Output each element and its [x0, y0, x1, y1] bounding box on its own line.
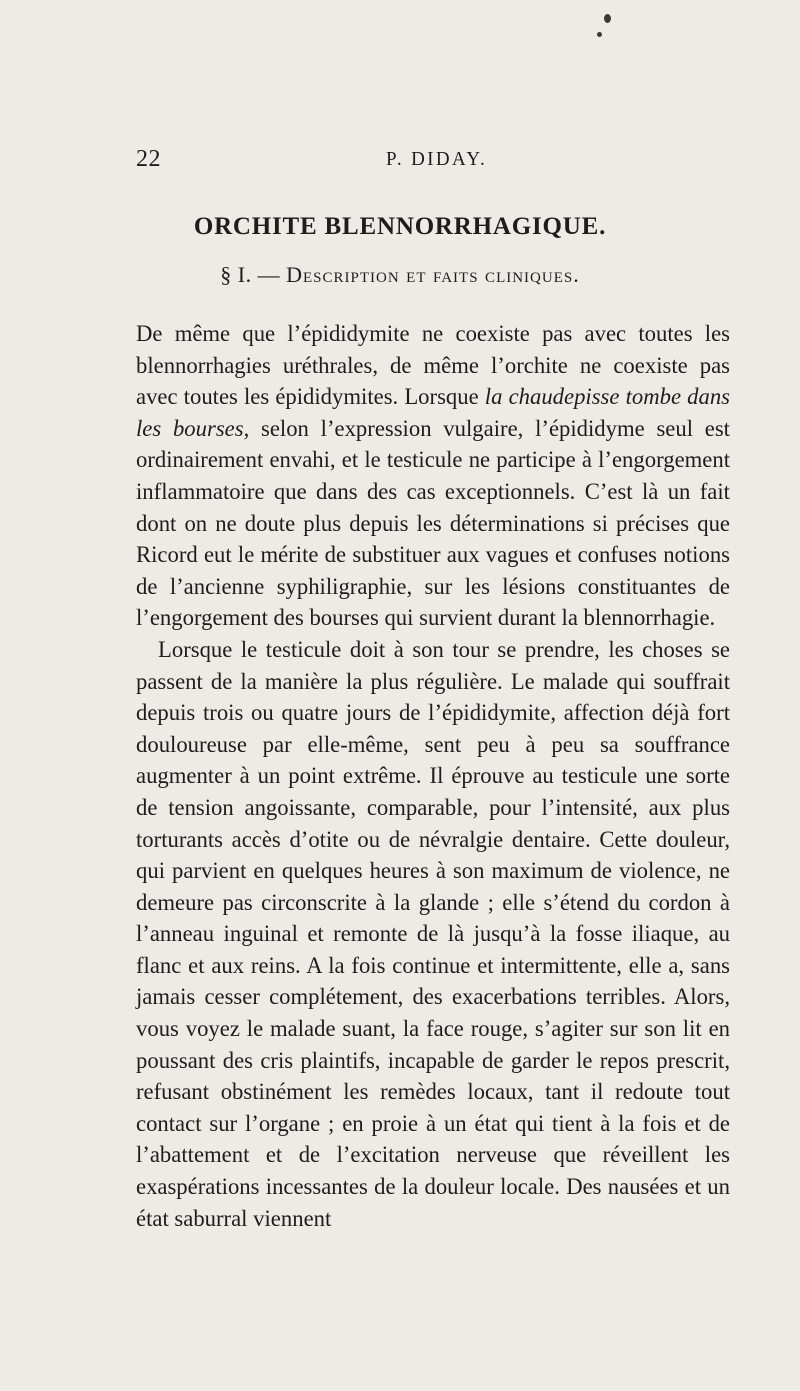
section-title: Description et faits cliniques. — [286, 262, 580, 287]
chapter-title: ORCHITE BLENNORRHAGIQUE. — [193, 213, 607, 240]
paragraph-1-italic: la chaudepisse tombe dans les bourses — [136, 384, 731, 441]
section-number: § I. — — [220, 262, 281, 287]
running-head-author: P. DIDAY. — [386, 148, 488, 170]
paragraph-1 — [136, 318, 730, 634]
ink-speck — [604, 14, 611, 23]
running-head — [136, 146, 722, 176]
ink-speck — [597, 32, 602, 37]
body-text — [136, 318, 730, 1234]
paragraph-1-part-1: De même que l’épididymite ne coexiste pas avec toutes les blennorrhagies uréthrales, de même l’orchite ne coexiste pas avec toutes les épididymites. Lorsque — [136, 321, 730, 410]
page-number: 22 — [136, 146, 161, 172]
paragraph-2: Lorsque le testicule doit à son tour se prendre, les choses se passent de la manière la plus régulière. Le malade qui souffrait depuis trois ou quatre jours de l’épididymite, affection déjà fort douloureuse par elle-même, sent peu à peu sa souffrance augmenter à un point extrême. Il éprouve au testicule une sorte de tension angoissante, comparable, pour l’intensité, aux plus torturants accès d’otite ou de névralgie dentaire. Cette douleur, qui parvient en quelques heures à son maximum de violence, ne demeure pas circonscrite à la glande ; elle s’étend du cordon à l’anneau inguinal et remonte de là jusqu’à la fosse iliaque, au flanc et aux reins. A la fois continue et intermittente, elle a, sans jamais cesser complétement, des exacerbations terribles. Alors, vous voyez le malade suant, la face rouge, s’agiter sur son lit en poussant des cris plaintifs, incapable de garder le repos prescrit, refusant obstinément les remèdes locaux, tant il redoute tout contact sur l’organe ; en proie à un état qui tient à la fois et de l’abattement et de l’excitation nerveuse que réveillent les exaspérations incessantes de la douleur locale. Des nausées et un état saburral viennent — [136, 636, 730, 1231]
section-heading — [0, 262, 800, 288]
paragraph-1-part-2: , selon l’expression vulgaire, l’épididyme seul est ordinairement envahi, et le testicule ne participe à l’engorgement inflammatoire que dans des cas exceptionnels. C’est là un fait dont on ne doute plus depuis les déterminations si précises que Ricord eut le mérite de substituer aux vagues et confuses notions de l’ancienne syphiligraphie, sur les lésions constituantes de l’engorgement des bourses qui survient durant la blennorrhagie. — [136, 415, 730, 631]
